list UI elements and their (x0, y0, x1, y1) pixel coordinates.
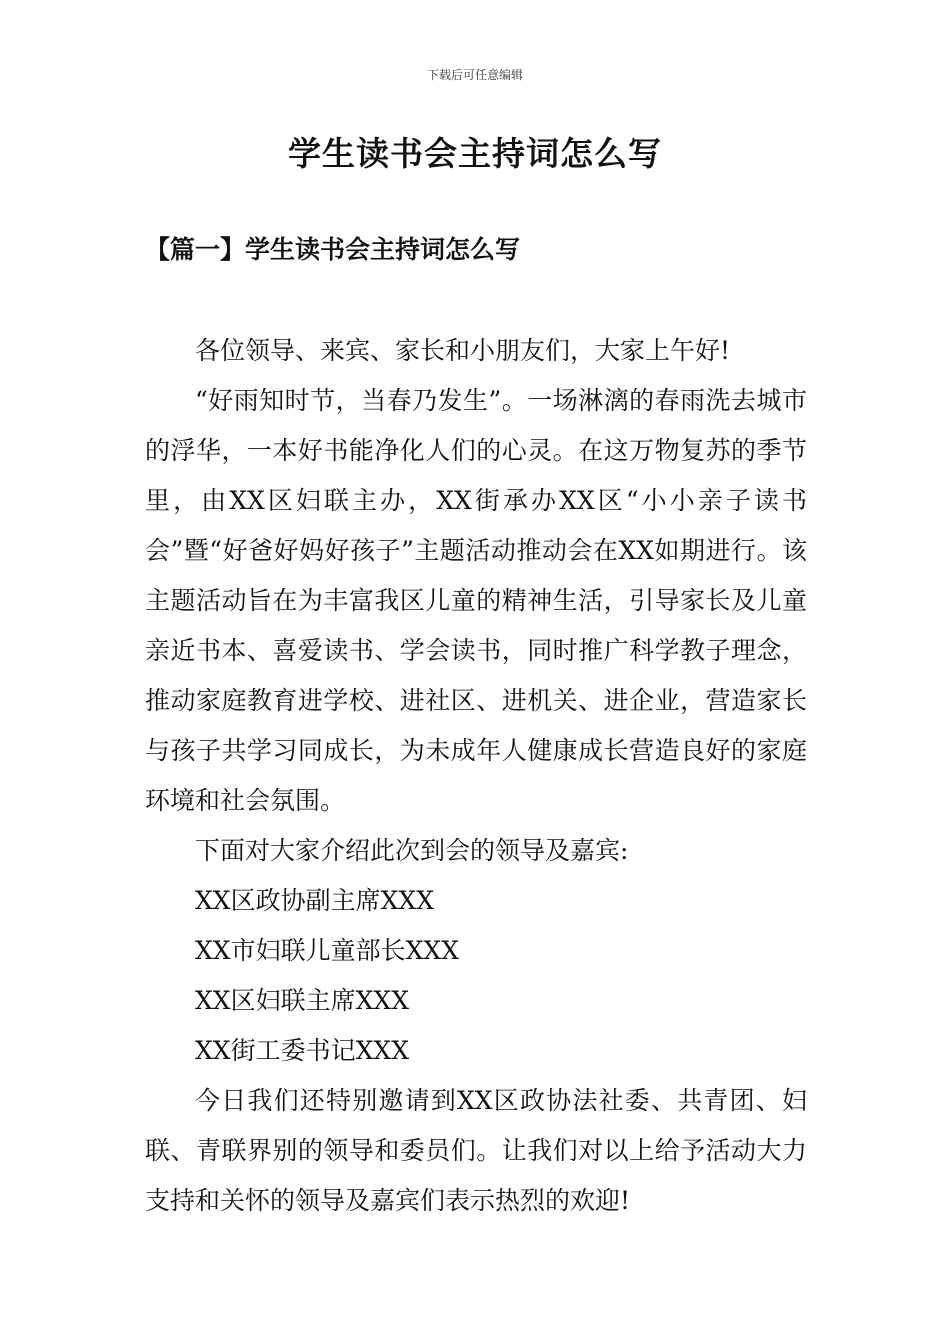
opening-paragraph: “好雨知时节，当春乃发生”。一场淋漓的春雨洗去城市的浮华，一本好书能净化人们的心灵。在这万物复苏的季节里，由XX区妇联主办，XX街承办XX区“小小亲子读书会”暨“好爸好妈好孩子”主题活动推动会在XX如期进行。该主题活动旨在为丰富我区儿童的精神生活，引导家长及儿童亲近书本、喜爱读书、学会读书，同时推广科学教子理念，推动家庭教育进学校、进社区、进机关、进企业，营造家长与孩子共学习同成长，为未成年人健康成长营造良好的家庭环境和社会氛围。 (145, 386, 807, 815)
guest-intro-paragraph: 下面对大家介绍此次到会的领导及嘉宾: (195, 836, 629, 865)
document-title: 学生读书会主持词怎么写 (288, 134, 662, 173)
section-heading: 【篇一】学生读书会主持词怎么写 (145, 235, 521, 264)
guest-line: XX街工委书记XXX (195, 1036, 409, 1065)
guest-line: XX区政协副主席XXX (195, 886, 434, 915)
page-header-note: 下载后可任意编辑 (426, 68, 523, 82)
greeting-paragraph: 各位领导、来宾、家长和小朋友们，大家上午好! (195, 336, 731, 365)
guest-line: XX区妇联主席XXX (195, 986, 409, 1015)
welcome-paragraph: 今日我们还特别邀请到XX区政协法社委、共青团、妇联、青联界别的领导和委员们。让我们对以上给予活动大力支持和关怀的领导及嘉宾们表示热烈的欢迎! (145, 1086, 807, 1215)
document-body (145, 326, 807, 1226)
guest-line: XX市妇联儿童部长XXX (195, 936, 459, 965)
